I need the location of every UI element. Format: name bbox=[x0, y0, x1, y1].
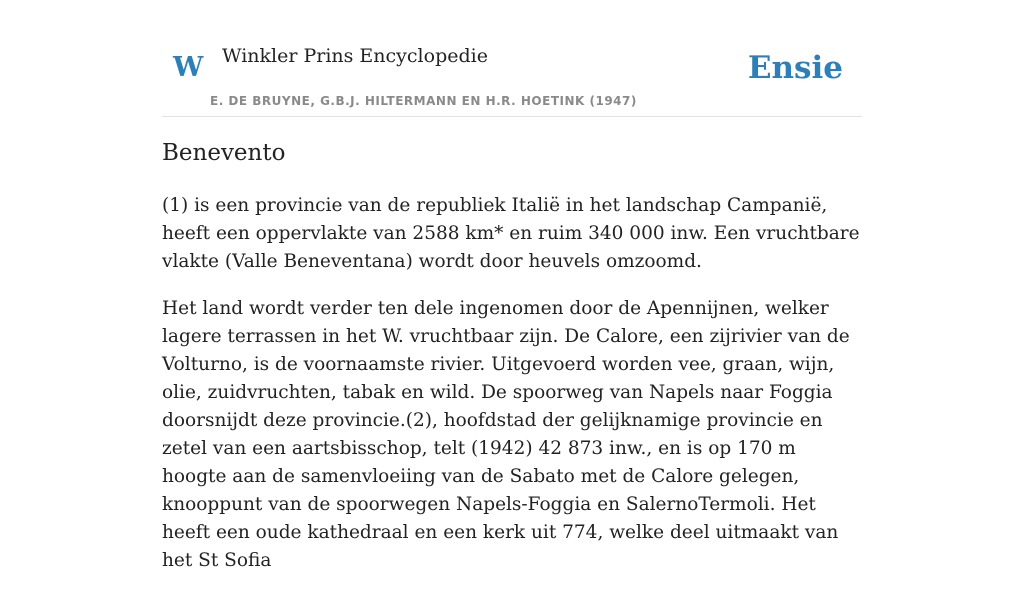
source-authors: E. DE BRUYNE, G.B.J. HILTERMANN EN H.R. HOETINK (1947) bbox=[210, 94, 637, 108]
article-paragraph: Het land wordt verder ten dele ingenomen door de Apennijnen, welker lagere terrassen in het W. vruchtbaar zijn. De Calore, een zijrivier van de Volturno, is de voornaamste rivier. Uitgevoerd worden vee, graan, wijn, olie, zuidvruchten, tabak en wild. De spoorweg van Napels naar Foggia doorsnijdt deze provincie.(2), hoofdstad der gelijknamige provincie en zetel van een aartsbisschop, telt (1942) 42 873 inw., en is op 170 m hoogte aan de samenvloeiing van de Sabato met de Calore gelegen, knooppunt van de spoorwegen Napels-Foggia en SalernoTermoli. Het heeft een oude kathedraal en een kerk uit 774, welke deel uitmaakt van het St Sofia bbox=[162, 298, 850, 571]
source-title[interactable]: Winkler Prins Encyclopedie bbox=[222, 45, 488, 67]
winkler-prins-logo[interactable]: W bbox=[173, 52, 204, 83]
page-container bbox=[162, 0, 862, 571]
article-body bbox=[162, 192, 862, 594]
page-title: Benevento bbox=[162, 140, 286, 166]
article-paragraph: (1) is een provincie van de republiek Italië in het landschap Campanië, heeft een oppervlakte van 2588 km* en ruim 340 000 inw. Een vruchtbare vlakte (Valle Beneventana) wordt door heuvels omzoomd. bbox=[162, 195, 860, 272]
ensie-logo[interactable]: Ensie bbox=[747, 50, 843, 86]
source-header bbox=[162, 0, 862, 117]
